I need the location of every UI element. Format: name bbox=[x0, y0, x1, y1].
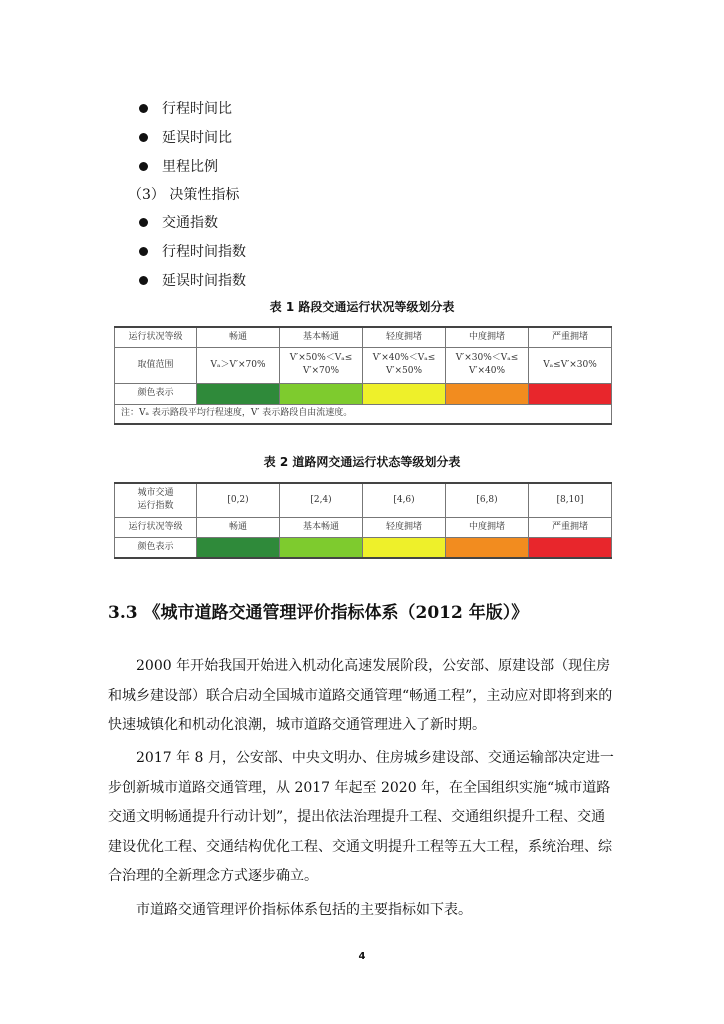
table-row bbox=[115, 537, 612, 558]
color-swatch-level-5 bbox=[529, 537, 612, 558]
paragraph: 市道路交通管理评价指标体系包括的主要指标如下表。 bbox=[136, 902, 472, 918]
table-cell: 基本畅通 bbox=[280, 517, 363, 537]
color-swatch-level-2 bbox=[280, 537, 363, 558]
bullet-icon bbox=[139, 218, 148, 227]
table-row bbox=[115, 347, 612, 383]
bullet-item: 延误时间指数 bbox=[139, 270, 246, 290]
color-swatch-level-4 bbox=[446, 383, 529, 404]
table-cell: 畅通 bbox=[197, 327, 280, 347]
bullet-icon bbox=[139, 276, 148, 285]
bullet-item: 里程比例 bbox=[139, 156, 218, 176]
table-cell: [0,2) bbox=[197, 483, 280, 517]
table-cell: 中度拥堵 bbox=[446, 327, 529, 347]
table-cell: [4,6) bbox=[363, 483, 446, 517]
table-row bbox=[115, 517, 612, 537]
bullet-icon bbox=[139, 247, 148, 256]
table1 bbox=[114, 326, 612, 425]
color-swatch-level-5 bbox=[529, 383, 612, 404]
table-cell: 中度拥堵 bbox=[446, 517, 529, 537]
table-cell: V′×30%＜Vₐ≤ V′×40% bbox=[446, 347, 529, 383]
bullet-item: 延误时间比 bbox=[139, 127, 232, 147]
section-heading: 3.3 《城市道路交通管理评价指标体系（2012 年版）》 bbox=[108, 603, 529, 623]
color-swatch-level-2 bbox=[280, 383, 363, 404]
table-cell: 严重拥堵 bbox=[529, 327, 612, 347]
table-cell: 颜色表示 bbox=[115, 383, 197, 404]
table-row bbox=[115, 404, 612, 424]
table-cell: [8,10] bbox=[529, 483, 612, 517]
color-swatch-level-1 bbox=[197, 383, 280, 404]
table-cell: 严重拥堵 bbox=[529, 517, 612, 537]
color-swatch-level-1 bbox=[197, 537, 280, 558]
table-cell: Vₐ＞V′×70% bbox=[197, 347, 280, 383]
bullet-icon bbox=[139, 133, 148, 142]
paragraph: 2017 年 8 月，公安部、中央文明办、住房城乡建设部、交通运输部决定进一步创新城市道路交通管理，从 2017 年起至 2020 年，在全国组织实施“城市道路交通文明畅通提升行动计划”，提出依法治理提升工程、交通组织提升工程、交通建设优化工程、交通结构优化工程、交通文明提升工程等五大工程，系统治理、综合治理的全新理念方式逐步确立。 bbox=[108, 750, 614, 884]
paragraph: 2000 年开始我国开始进入机动化高速发展阶段，公安部、原建设部（现住房和城乡建设部）联合启动全国城市道路交通管理“畅通工程”，主动应对即将到来的快速城镇化和机动化浪潮，城市道路交通管理进入了新时期。 bbox=[108, 658, 613, 733]
table-cell: [6,8) bbox=[446, 483, 529, 517]
table-cell: 轻度拥堵 bbox=[363, 517, 446, 537]
page-number: 4 bbox=[358, 951, 366, 962]
color-swatch-level-3 bbox=[363, 537, 446, 558]
color-swatch-level-4 bbox=[446, 537, 529, 558]
table-row bbox=[115, 483, 612, 517]
table-cell: 颜色表示 bbox=[115, 537, 197, 558]
bullet-icon bbox=[139, 162, 148, 171]
table-cell: 轻度拥堵 bbox=[363, 327, 446, 347]
bullet-item: 行程时间比 bbox=[139, 98, 232, 118]
bullet-icon bbox=[139, 104, 148, 113]
subheading: （3） 决策性指标 bbox=[128, 187, 240, 203]
table2-caption: 表 2 道路网交通运行状态等级划分表 bbox=[263, 455, 461, 469]
table-cell: 基本畅通 bbox=[280, 327, 363, 347]
table2 bbox=[114, 482, 612, 559]
table-cell: Vₐ≤V′×30% bbox=[529, 347, 612, 383]
bullet-item: 交通指数 bbox=[139, 212, 218, 232]
table-row bbox=[115, 327, 612, 347]
table1-caption: 表 1 路段交通运行状况等级划分表 bbox=[269, 300, 455, 314]
table-cell: 运行状况等级 bbox=[115, 517, 197, 537]
table-cell: 畅通 bbox=[197, 517, 280, 537]
table-cell: 城市交通 运行指数 bbox=[115, 483, 197, 517]
bullet-item: 行程时间指数 bbox=[139, 241, 246, 261]
color-swatch-level-3 bbox=[363, 383, 446, 404]
table1-note: 注：Vₐ 表示路段平均行程速度，V′ 表示路段自由流速度。 bbox=[115, 404, 612, 424]
table-row bbox=[115, 383, 612, 404]
table-cell: 取值范围 bbox=[115, 347, 197, 383]
table-cell: 运行状况等级 bbox=[115, 327, 197, 347]
table-cell: [2,4) bbox=[280, 483, 363, 517]
table-cell: V′×40%＜Vₐ≤ V′×50% bbox=[363, 347, 446, 383]
table-cell: V′×50%＜Vₐ≤ V′×70% bbox=[280, 347, 363, 383]
